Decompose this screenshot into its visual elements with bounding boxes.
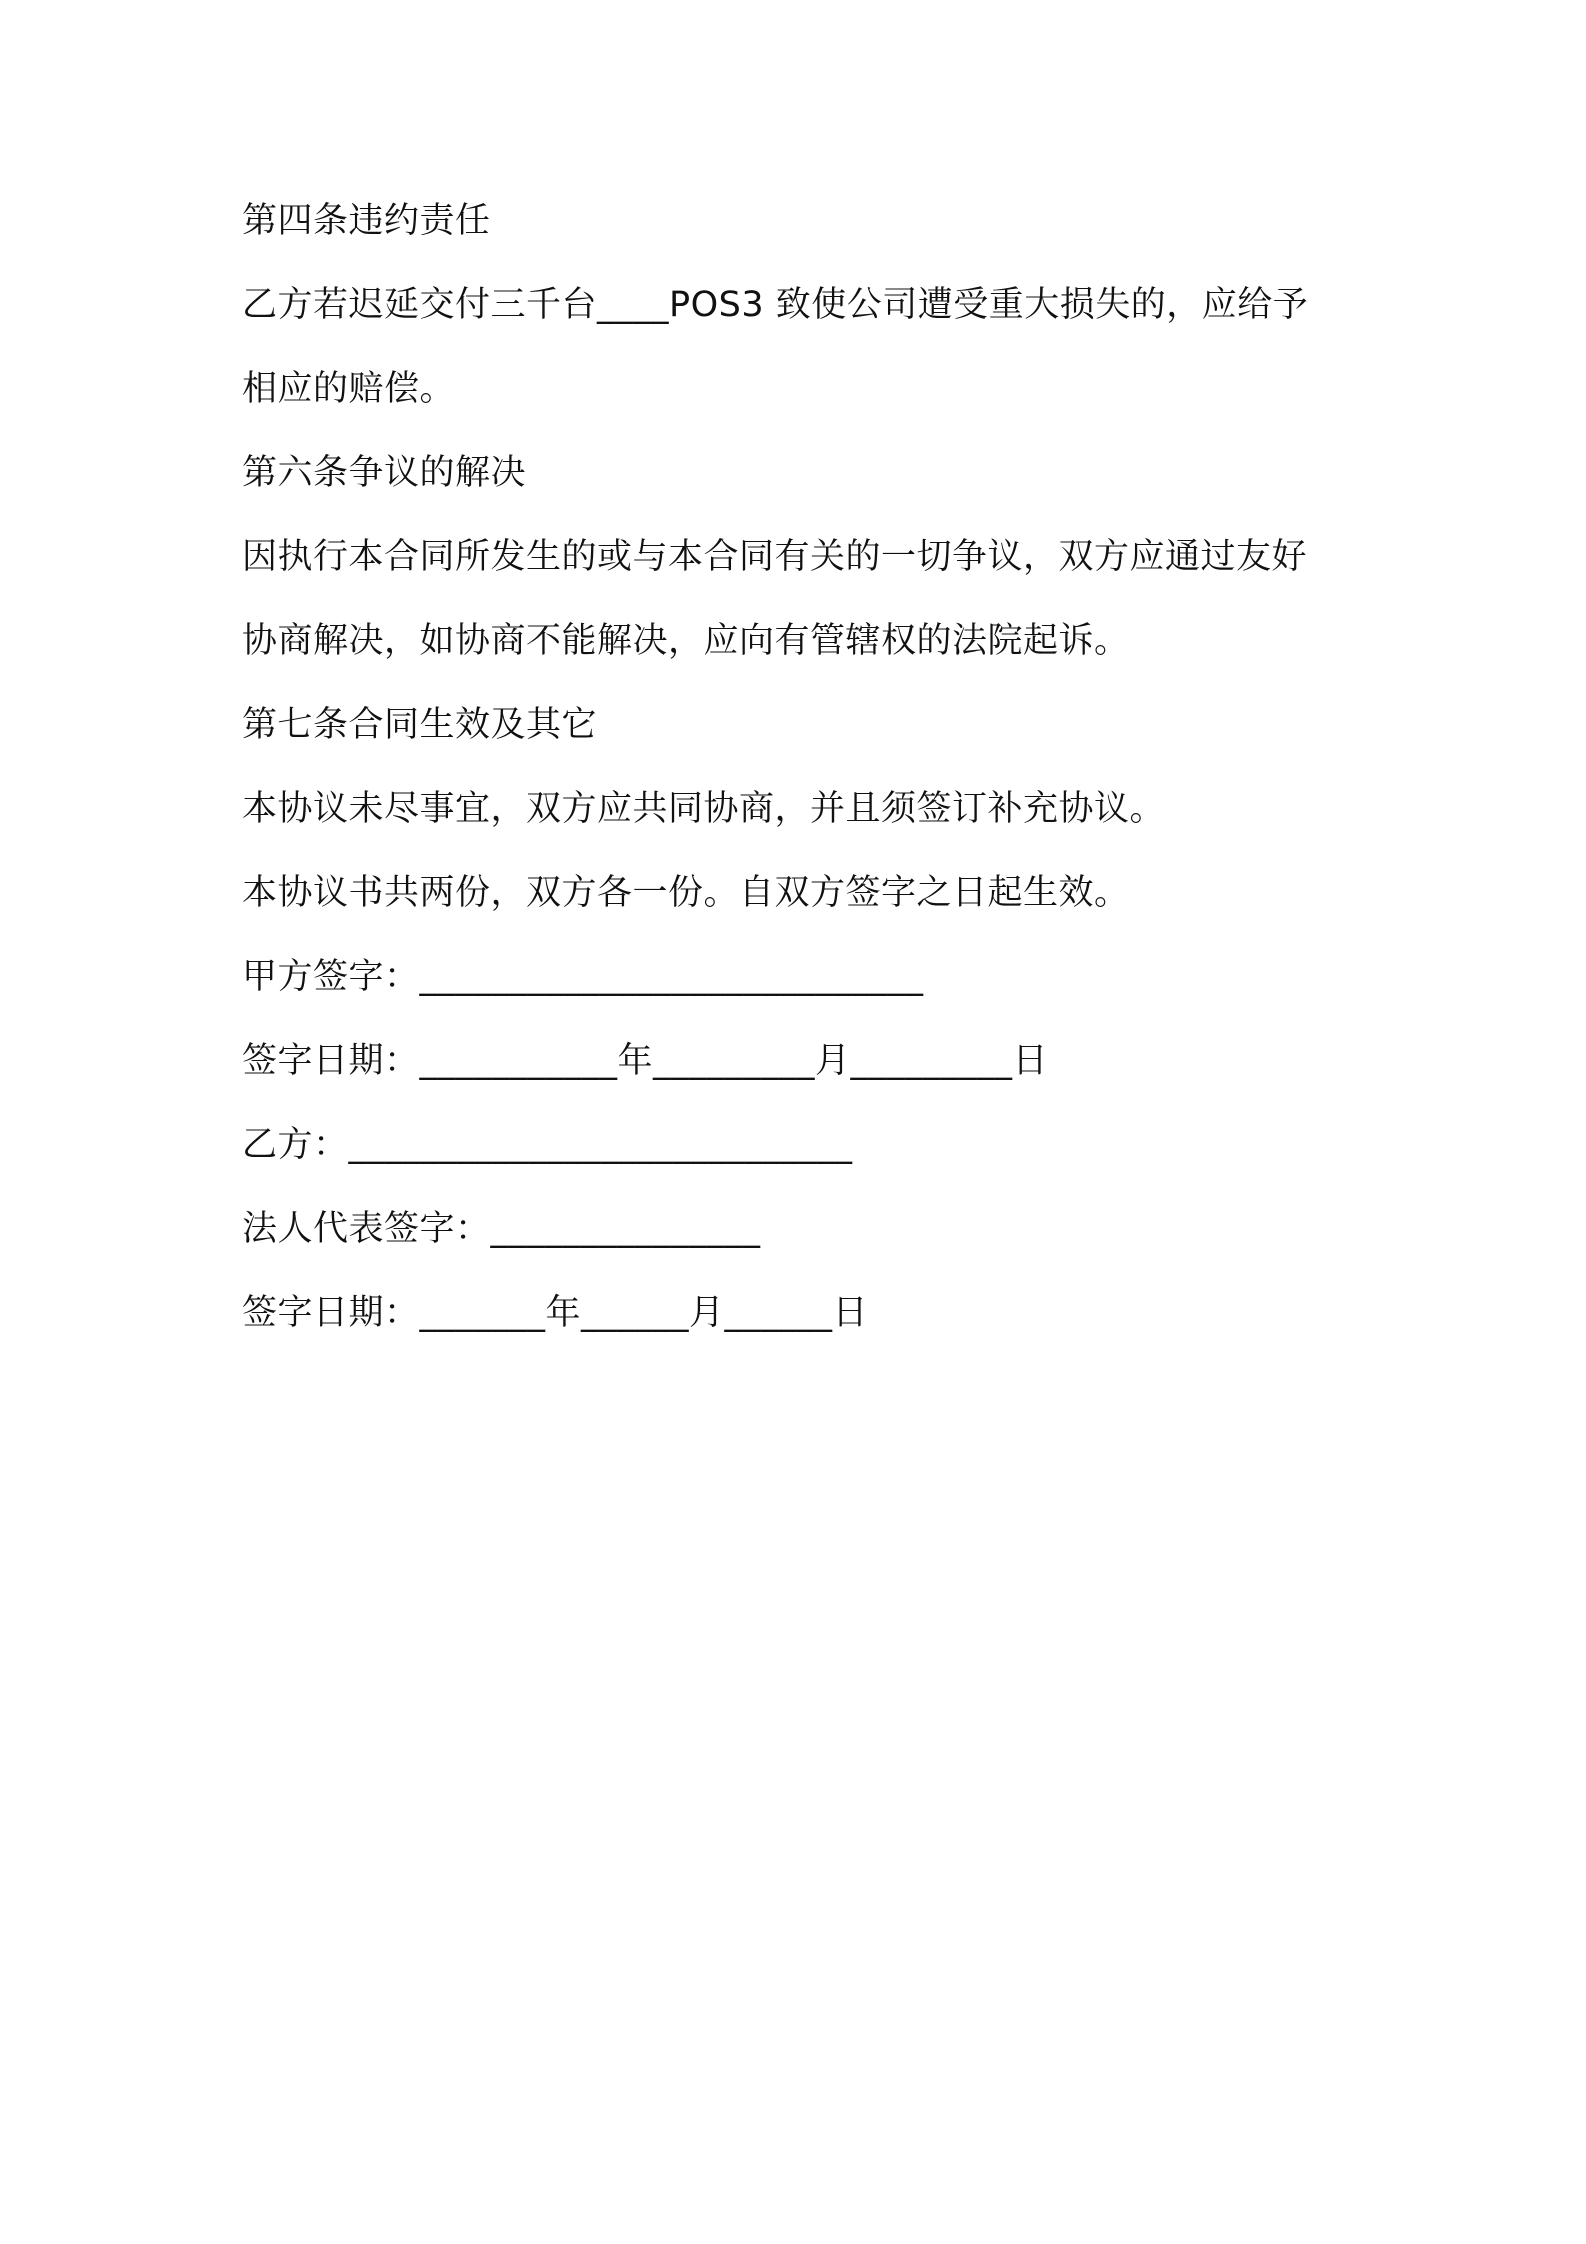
signature-date-line: 签字日期：_______年______月______日 [242,1293,869,1333]
paragraph-text: 乙方若迟延交付三千台____POS3 致使公司遭受重大损失的，应给予 [242,285,1309,325]
paragraph-text: 本协议书共两份，双方各一份。自双方签字之日起生效。 [242,873,1130,913]
paragraph-text: 因执行本合同所发生的或与本合同有关的一切争议，双方应通过友好 [242,537,1308,577]
signature-date-line: 签字日期：___________年_________月_________日 [242,1041,1049,1081]
section-heading-article-6: 第六条争议的解决 [242,453,527,493]
section-heading-article-4: 第四条违约责任 [242,201,491,241]
paragraph-text: 相应的赔偿。 [242,369,456,409]
legal-representative-signature-line: 法人代表签字：_______________ [242,1209,761,1249]
paragraph-text: 协商解决，如协商不能解决，应向有管辖权的法院起诉。 [242,621,1130,661]
section-heading-article-7: 第七条合同生效及其它 [242,705,598,745]
party-b-line: 乙方：____________________________ [242,1125,853,1165]
document-body [242,200,1352,1376]
paragraph-text: 本协议未尽事宜，双方应共同协商，并且须签订补充协议。 [242,789,1166,829]
party-a-signature-line: 甲方签字：____________________________ [242,957,924,997]
